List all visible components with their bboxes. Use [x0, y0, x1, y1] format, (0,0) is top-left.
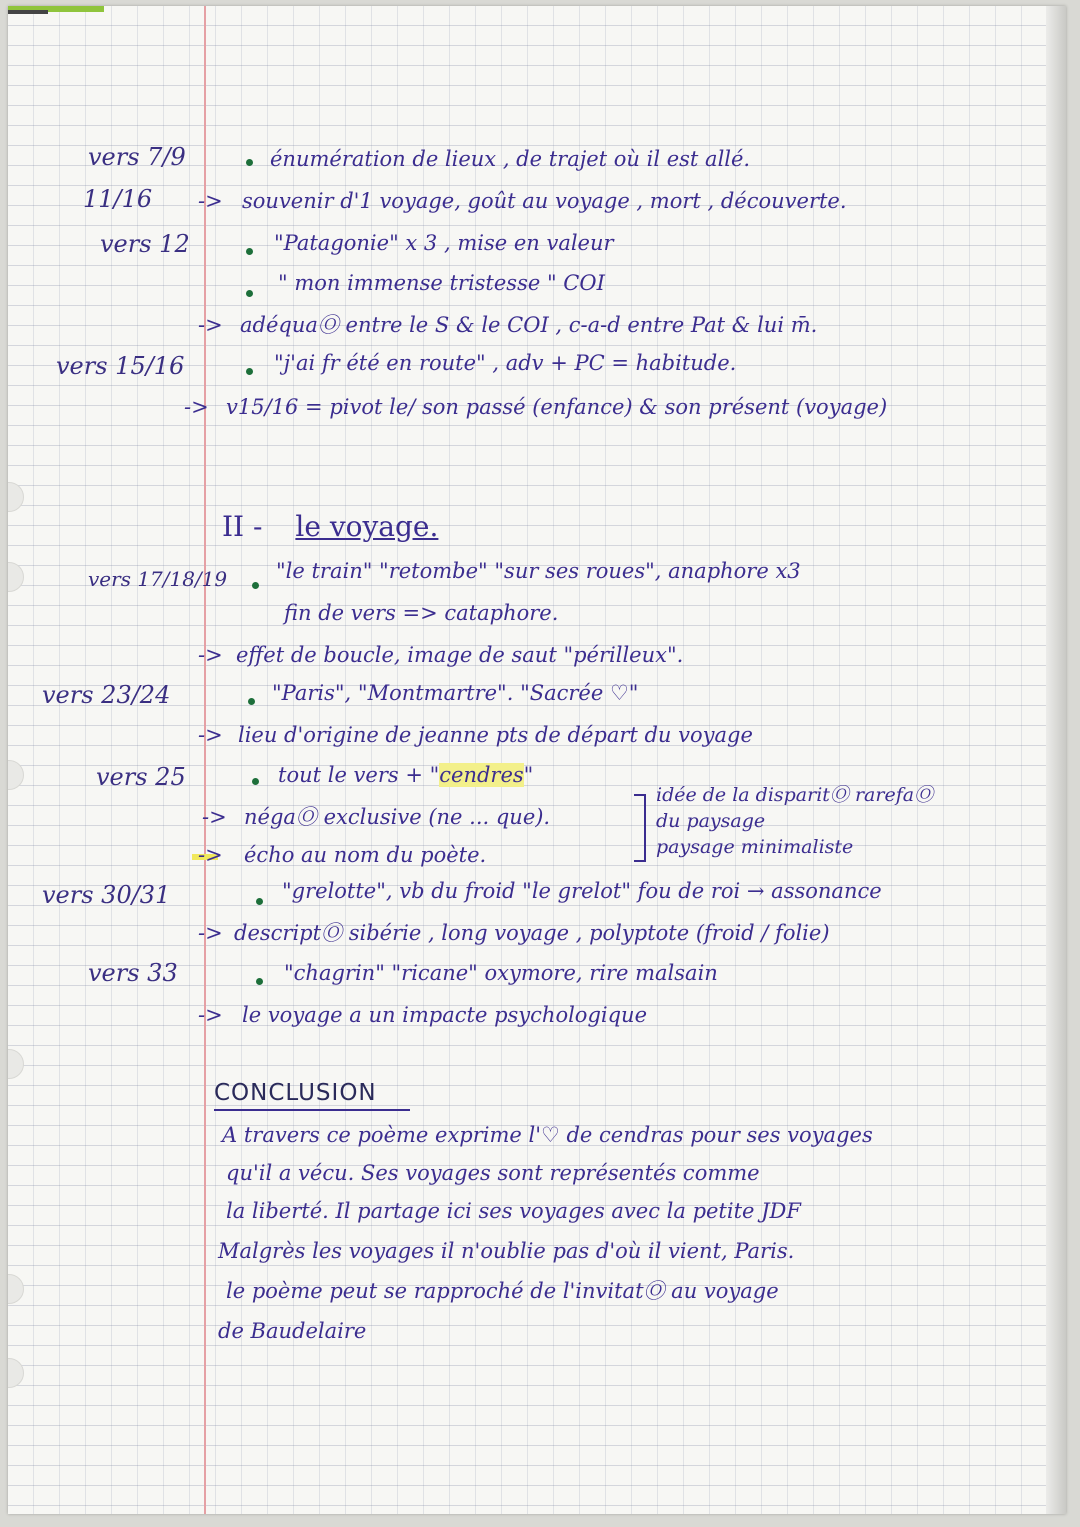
arrow-icon: -> [198, 843, 223, 867]
arrow-icon: -> [198, 921, 223, 945]
verse-label: vers 12 [100, 230, 190, 258]
section-heading [222, 510, 439, 543]
note-line: "grelotte", vb du froid "le grelot" fou de roi → assonance [282, 879, 882, 903]
title-underline [214, 1109, 410, 1111]
arrow-icon: -> [198, 1003, 223, 1027]
conclusion-title: CONCLUSION [214, 1080, 377, 1106]
bracket [634, 794, 646, 862]
punch-hole [8, 1358, 24, 1388]
note-line: souvenir d'1 voyage, goût au voyage , mort , découverte. [242, 189, 847, 213]
note-line: "Patagonie" x 3 , mise en valeur [274, 231, 614, 255]
note-line: paysage minimaliste [656, 836, 854, 858]
note-line: fin de vers => cataphore. [284, 601, 559, 625]
note-line: "le train" "retombe" "sur ses roues", anaphore x3 [276, 559, 801, 583]
note-line: " mon immense tristesse " COI [278, 271, 605, 295]
page-tab-dark [8, 10, 48, 14]
note-line: le voyage a un impacte psychologique [242, 1003, 647, 1027]
arrow-icon: -> [202, 805, 227, 829]
note-line: énumération de lieux , de trajet où il est allé. [270, 147, 751, 171]
margin-line [204, 6, 206, 1514]
note-line: idée de la disparitⓄ rarefaⓄ [656, 784, 934, 806]
verse-label: vers 15/16 [56, 352, 185, 380]
verse-label: vers 23/24 [42, 681, 171, 709]
verse-label: 11/16 [83, 185, 153, 213]
verse-label: vers 33 [88, 959, 178, 987]
arrow-icon: -> [198, 189, 223, 213]
note-line: lieu d'origine de jeanne pts de départ du voyage [238, 723, 753, 747]
punch-hole [8, 1049, 24, 1079]
note-text-end: " [523, 763, 534, 787]
bullet [256, 898, 263, 905]
note-text: tout le vers + " [278, 763, 440, 787]
arrow-icon: -> [198, 643, 223, 667]
verse-label: vers 25 [96, 763, 186, 791]
bullet [246, 159, 253, 166]
note-line [278, 762, 533, 788]
note-line: adéquaⓄ entre le S & le COI , c-a-d entre Pat & lui m̄. [240, 313, 818, 337]
bullet [246, 368, 253, 375]
punch-hole [8, 760, 24, 790]
conclusion-line: A travers ce poème exprime l'♡ de cendras pour ses voyages [222, 1123, 873, 1147]
highlighted-word: cendres [439, 763, 524, 787]
verse-label: vers 30/31 [42, 881, 171, 909]
section-title: le voyage. [295, 510, 439, 543]
bullet [252, 582, 259, 589]
punch-hole [8, 482, 24, 512]
note-line: "Paris", "Montmartre". "Sacrée ♡" [272, 681, 639, 705]
bullet [252, 778, 259, 785]
bullet [246, 248, 253, 255]
conclusion-line: Malgrès les voyages il n'oublie pas d'où il vient, Paris. [218, 1239, 795, 1263]
section-numeral: II - [222, 510, 263, 543]
conclusion-line: la liberté. Il partage ici ses voyages avec la petite JDF [226, 1199, 801, 1223]
verse-label: vers 17/18/19 [88, 567, 228, 591]
note-line: négaⓄ exclusive (ne ... que). [244, 805, 551, 829]
bullet [256, 978, 263, 985]
arrow-icon: -> [198, 723, 223, 747]
conclusion-line: qu'il a vécu. Ses voyages sont représentés comme [226, 1161, 760, 1185]
punch-hole [8, 562, 24, 592]
bullet [246, 290, 253, 297]
note-line: "j'ai fr été en route" , adv + PC = habitude. [274, 351, 737, 375]
note-line: effet de boucle, image de saut "périlleux". [236, 643, 684, 667]
note-line: descriptⓄ sibérie , long voyage , polyptote (froid / folie) [234, 921, 830, 945]
bullet [248, 698, 255, 705]
notebook-page [8, 6, 1066, 1514]
note-line: écho au nom du poète. [244, 843, 487, 867]
note-line: du paysage [656, 810, 766, 832]
punch-hole [8, 1274, 24, 1304]
note-line: v15/16 = pivot le/ son passé (enfance) & son présent (voyage) [226, 395, 888, 419]
verse-label: vers 7/9 [88, 143, 186, 171]
notebook-spine [1046, 6, 1066, 1514]
conclusion-line: de Baudelaire [218, 1319, 367, 1343]
conclusion-line: le poème peut se rapproché de l'invitatⓄ au voyage [226, 1279, 779, 1303]
arrow-icon: -> [198, 313, 223, 337]
arrow-icon: -> [184, 395, 209, 419]
note-line: "chagrin" "ricane" oxymore, rire malsain [284, 961, 718, 985]
